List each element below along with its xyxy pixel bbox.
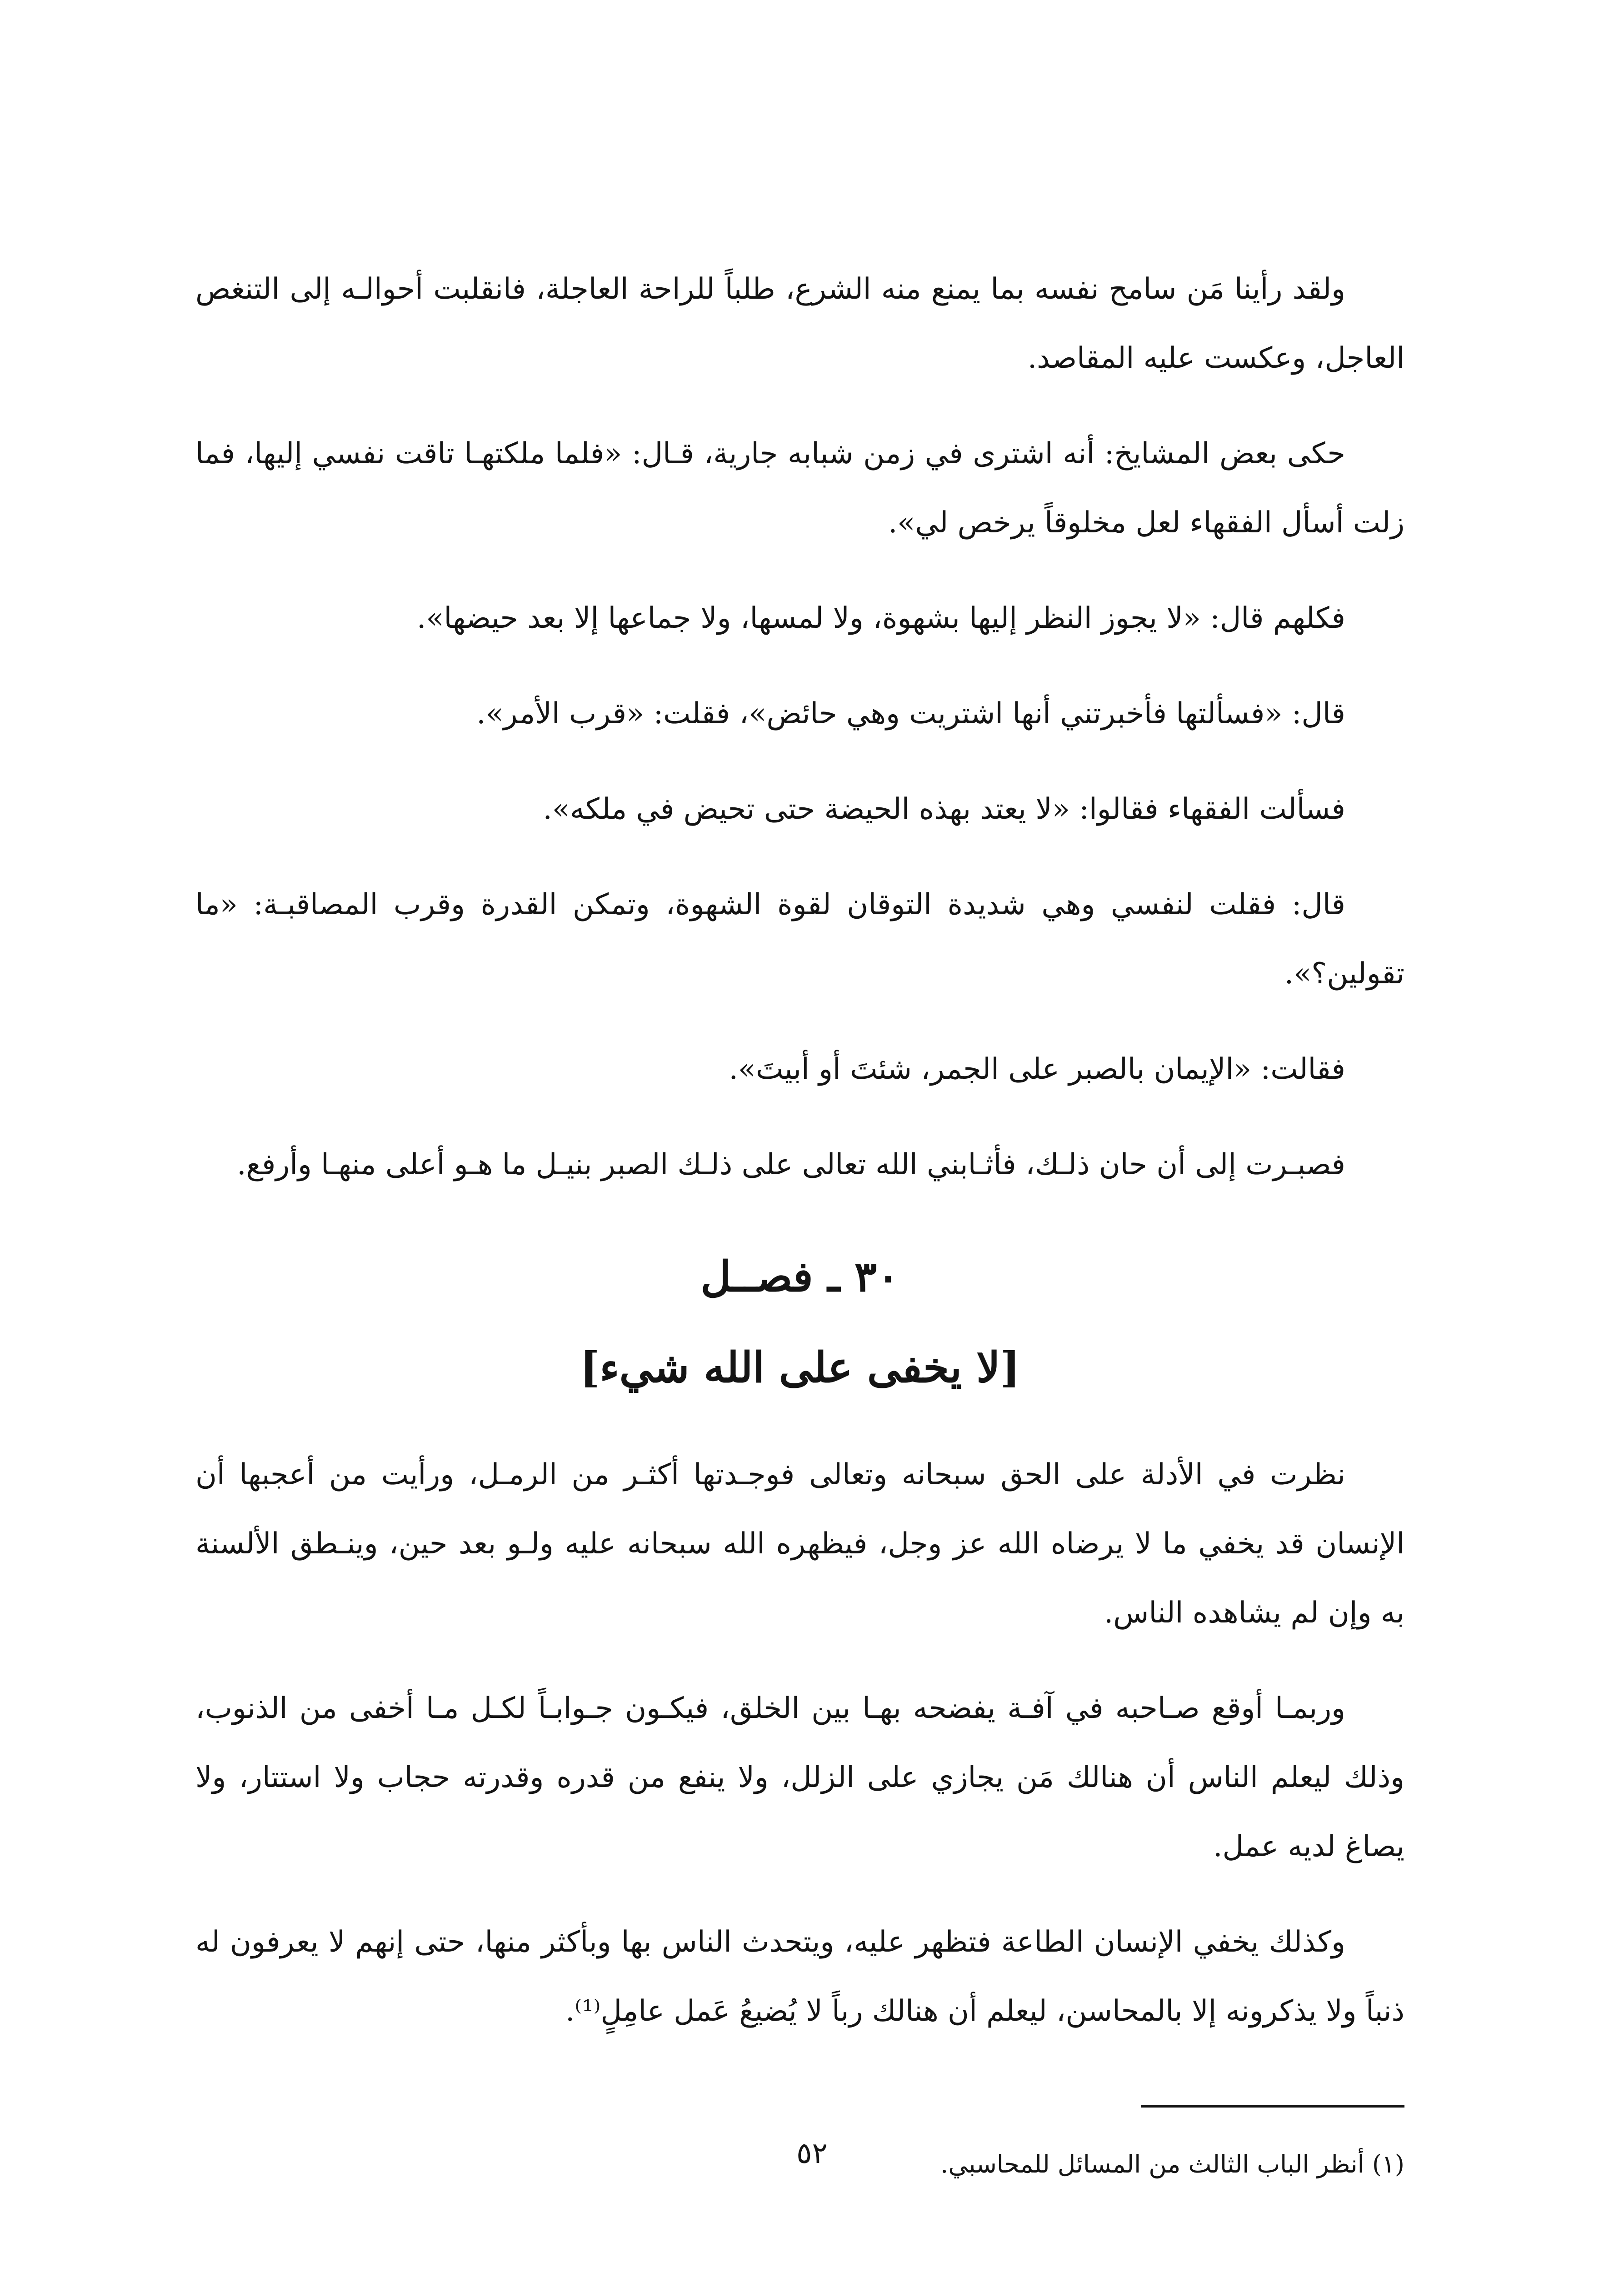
book-page	[195, 255, 1404, 2189]
paragraph: فقالت: «الإيمان بالصبر على الجمر، شئتَ أو أبيتَ».	[729, 1052, 1345, 1086]
paragraph: حكى بعض المشايخ: أنه اشترى في زمن شبابه جارية، قـال: «فلما ملكتهـا تاقت نفسي إليها، فما زلت أسأل الفقهاء لعل مخلوقاً يرخص لي».	[195, 437, 1404, 540]
paragraph: فصبـرت إلى أن حان ذلـك، فأثـابني الله تعالى على ذلـك الصبر بنيـل ما هـو أعلى منهـا وأرفع.	[237, 1148, 1345, 1182]
section-heading: ٣٠ ـ فصــل	[700, 1252, 899, 1301]
footnote: (١) أنظر الباب الثالث من المسائل للمحاسبي.	[940, 2150, 1404, 2178]
paragraph: وربمـا أوقع صـاحبه في آفـة يفضحه بهـا بين الخلق، فيكـون جـوابـاً لكـل مـا أخفى من الذنوب، وذلك ليعلم الناس أن هنالك مَن يجازي على الزلل، ولا ينفع من قدره وقدرته حجاب ولا استتار، ولا يصاغ لديه عمل.	[195, 1692, 1405, 1863]
paragraph: وكذلك يخفي الإنسان الطاعة فتظهر عليه، ويتحدث الناس بها وبأكثر منها، حتى إنهم لا يعرفون له ذنباً ولا يذكرونه إلا بالمحاسن، ليعلم أن هنالك رباً لا يُضيعُ عَمل عامِلٍ⁽¹⁾.	[195, 1925, 1404, 2028]
paragraph: قال: فقلت لنفسي وهي شديدة التوقان لقوة الشهوة، وتمكن القدرة وقرب المصاقبـة: «ما تقولين؟».	[195, 888, 1404, 991]
paragraph: قال: «فسألتها فأخبرتني أنها اشتريت وهي حائض»، فقلت: «قرب الأمر».	[476, 697, 1345, 731]
section-title: [لا يخفى على الله شيء]	[580, 1343, 1020, 1392]
paragraph: نظرت في الأدلة على الحق سبحانه وتعالى فوجـدتها أكثـر من الرمـل، ورأيت من أعجبها أن الإنسان قد يخفي ما لا يرضاه الله عز وجل، فيظهره الله سبحانه عليه ولـو بعد حين، وينـطق الألسنة به وإن لم يشاهده الناس.	[195, 1458, 1405, 1630]
paragraph: فسألت الفقهاء فقالوا: «لا يعتد بهذه الحيضة حتى تحيض في ملكه».	[543, 792, 1345, 826]
paragraph: فكلهم قال: «لا يجوز النظر إليها بشهوة، ولا لمسها، ولا جماعها إلا بعد حيضها».	[417, 601, 1345, 635]
footnote-divider	[1141, 2105, 1404, 2108]
paragraph: ولقد رأينا مَن سامح نفسه بما يمنع منه الشرع، طلباً للراحة العاجلة، فانقلبت أحوالـه إلى التنغص العاجل، وعكست عليه المقاصد.	[195, 272, 1404, 375]
page-number: ٥٢	[796, 2137, 828, 2170]
